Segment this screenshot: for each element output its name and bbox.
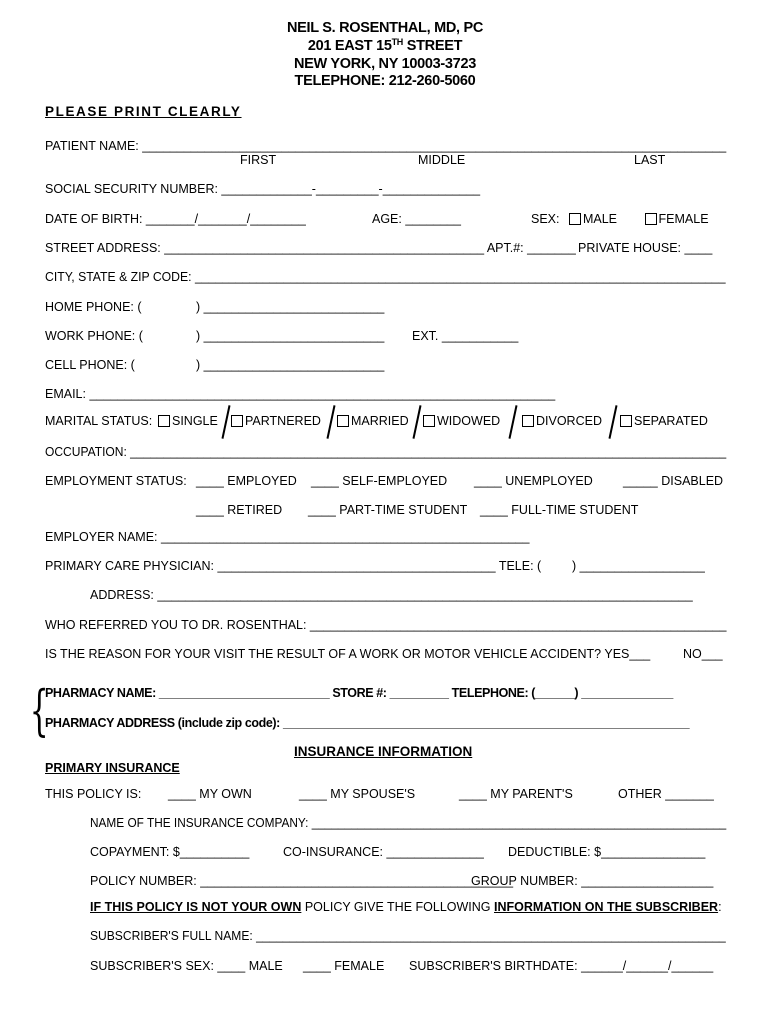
first-label: FIRST (240, 153, 277, 167)
work-phone-field[interactable]: ) __________________________ (196, 329, 385, 343)
marital-single[interactable]: SINGLE (158, 414, 218, 428)
sex-group (531, 212, 709, 226)
cell-phone-field[interactable]: ) __________________________ (196, 358, 385, 372)
marital-widowed[interactable]: WIDOWED (423, 414, 500, 428)
marital-status-label: MARITAL STATUS: (45, 414, 153, 428)
subscriber-birthdate-field[interactable]: SUBSCRIBER'S BIRTHDATE: ______/______/______ (409, 959, 714, 973)
disabled-option[interactable]: _____ DISABLED (623, 474, 724, 488)
self-employed-option[interactable]: ____ SELF-EMPLOYED (311, 474, 448, 488)
age-field[interactable]: AGE: ________ (372, 212, 461, 226)
unemployed-option[interactable]: ____ UNEMPLOYED (474, 474, 593, 488)
accident-question[interactable]: IS THE REASON FOR YOUR VISIT THE RESULT OF A WORK OR MOTOR VEHICLE ACCIDENT? YES___ (45, 647, 651, 661)
sex-male-label: MALE (582, 212, 618, 226)
subscriber-instruction: IF THIS POLICY IS NOT YOUR OWN POLICY GIVE THE FOLLOWING INFORMATION ON THE SUBSCRIBER: (90, 900, 722, 914)
ssn-field[interactable]: SOCIAL SECURITY NUMBER: _____________-_________-______________ (45, 182, 481, 196)
practice-telephone: TELEPHONE: 212-260-5060 (294, 73, 476, 89)
divider (412, 405, 421, 439)
sex-female-label: FEMALE (658, 212, 709, 226)
widowed-checkbox[interactable] (423, 415, 435, 427)
divider (508, 405, 517, 439)
policy-is-label: THIS POLICY IS: (45, 787, 142, 801)
subscriber-sex-female[interactable]: ____ FEMALE (303, 959, 385, 973)
deductible-field[interactable]: DEDUCTIBLE: $_______________ (508, 845, 706, 859)
city-state-zip-field[interactable]: CITY, STATE & ZIP CODE: ______________________________________________________________________________ (45, 270, 726, 284)
email-field[interactable]: EMAIL: ___________________________________________________________________ (45, 387, 556, 401)
sex-label: SEX: (531, 212, 560, 226)
employer-name-field[interactable]: EMPLOYER NAME: _____________________________________________________ (45, 530, 530, 544)
cell-phone-label: CELL PHONE: ( (45, 358, 135, 372)
print-clearly-heading: PLEASE PRINT CLEARLY (45, 104, 242, 119)
practice-name: NEIL S. ROSENTHAL, MD, PC (286, 20, 484, 36)
last-label: LAST (634, 153, 666, 167)
home-phone-field[interactable]: ) __________________________ (196, 300, 385, 314)
single-checkbox[interactable] (158, 415, 170, 427)
patient-name-field[interactable]: PATIENT NAME: ____________________________________________________________________________________ (45, 139, 727, 153)
separated-checkbox[interactable] (620, 415, 632, 427)
divider (221, 405, 230, 439)
accident-no-option[interactable]: NO___ (683, 647, 723, 661)
marital-divorced[interactable]: DIVORCED (522, 414, 602, 428)
my-spouse-option[interactable]: ____ MY SPOUSE'S (299, 787, 416, 801)
subscriber-name-field[interactable]: SUBSCRIBER'S FULL NAME: ______________________________________________________________________ (90, 929, 726, 943)
pcp-tele-field[interactable]: ) __________________ (572, 559, 705, 573)
full-time-student-option[interactable]: ____ FULL-TIME STUDENT (480, 503, 639, 517)
retired-option[interactable]: ____ RETIRED (196, 503, 283, 517)
dob-field[interactable]: DATE OF BIRTH: _______/_______/________ (45, 212, 306, 226)
primary-insurance-heading: PRIMARY INSURANCE (45, 761, 180, 775)
occupation-field[interactable]: OCCUPATION: _________________________________________________________________________________________ (45, 445, 727, 459)
divider (326, 405, 335, 439)
sex-male-checkbox[interactable] (569, 213, 581, 225)
practice-street: 201 EAST 15TH STREET (307, 37, 463, 54)
work-phone-label: WORK PHONE: ( (45, 329, 143, 343)
ext-field[interactable]: EXT. ___________ (412, 329, 519, 343)
marital-partnered[interactable]: PARTNERED (231, 414, 321, 428)
married-checkbox[interactable] (337, 415, 349, 427)
marital-married[interactable]: MARRIED (337, 414, 409, 428)
employment-status-label: EMPLOYMENT STATUS: (45, 474, 187, 488)
divider (608, 405, 617, 439)
marital-separated[interactable]: SEPARATED (620, 414, 708, 428)
employed-option[interactable]: ____ EMPLOYED (196, 474, 297, 488)
part-time-student-option[interactable]: ____ PART-TIME STUDENT (308, 503, 468, 517)
street-address-field[interactable]: STREET ADDRESS: ______________________________________________ APT.#: _______ (45, 241, 576, 255)
other-option[interactable]: OTHER _______ (618, 787, 714, 801)
referred-by-field[interactable]: WHO REFERRED YOU TO DR. ROSENTHAL: ____________________________________________________________ (45, 618, 727, 632)
group-number-field[interactable]: GROUP NUMBER: ___________________ (471, 874, 714, 888)
coinsurance-field[interactable]: CO-INSURANCE: ______________ (283, 845, 484, 859)
pharmacy-brace: { (29, 679, 49, 742)
private-house-field[interactable]: PRIVATE HOUSE: ____ (578, 241, 713, 255)
policy-number-field[interactable]: POLICY NUMBER: _____________________________________________ (90, 874, 514, 888)
my-parent-option[interactable]: ____ MY PARENT'S (459, 787, 573, 801)
copayment-field[interactable]: COPAYMENT: $__________ (90, 845, 250, 859)
partnered-checkbox[interactable] (231, 415, 243, 427)
insurance-company-field[interactable]: NAME OF THE INSURANCE COMPANY: _______________________________________________________________ (90, 816, 727, 830)
subscriber-sex-male[interactable]: SUBSCRIBER'S SEX: ____ MALE (90, 959, 283, 973)
middle-label: MIDDLE (418, 153, 466, 167)
pharmacy-address-field[interactable]: PHARMACY ADDRESS (include zip code): ______________________________________________________________ (45, 716, 690, 730)
pharmacy-name-field[interactable]: PHARMACY NAME: __________________________ STORE #: _________ TELEPHONE: (______) ______________ (45, 686, 673, 700)
my-own-option[interactable]: ____ MY OWN (168, 787, 252, 801)
pcp-field[interactable]: PRIMARY CARE PHYSICIAN: ________________________________________ TELE: ( (45, 559, 542, 573)
divorced-checkbox[interactable] (522, 415, 534, 427)
pcp-address-field[interactable]: ADDRESS: _____________________________________________________________________________ (90, 588, 693, 602)
practice-city: NEW YORK, NY 10003-3723 (294, 56, 476, 72)
home-phone-label: HOME PHONE: ( (45, 300, 142, 314)
insurance-heading: INSURANCE INFORMATION (294, 744, 473, 759)
sex-female-checkbox[interactable] (645, 213, 657, 225)
